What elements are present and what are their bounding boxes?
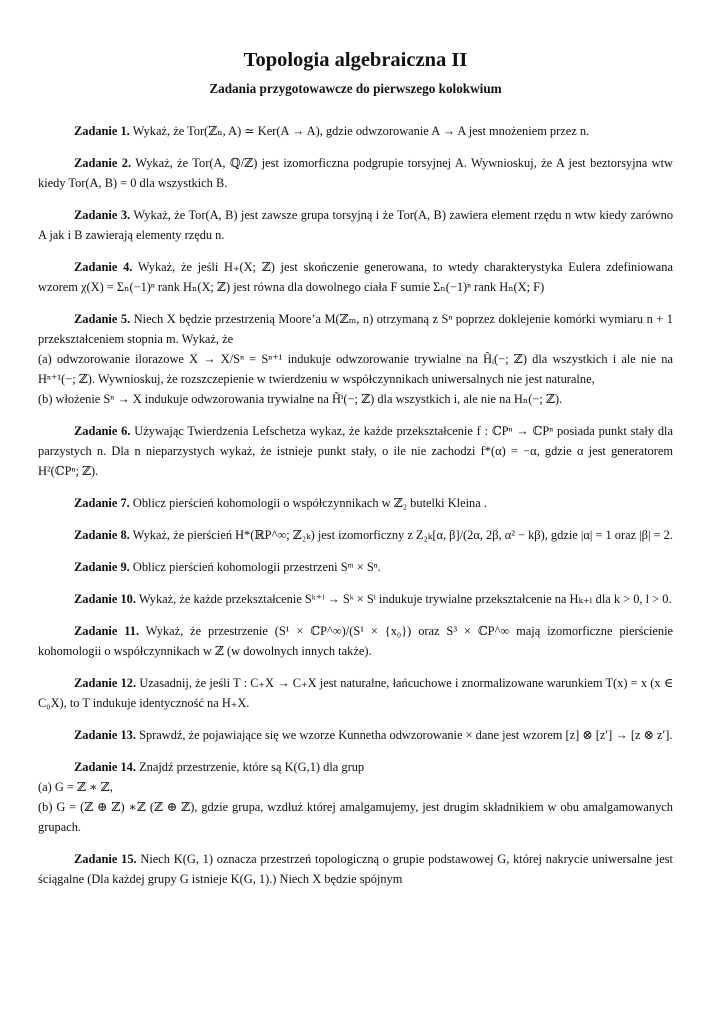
problem-label: Zadanie 8.	[74, 528, 130, 542]
problem-label: Zadanie 13.	[74, 728, 136, 742]
problem-label: Zadanie 1.	[74, 124, 130, 138]
problem-label: Zadanie 6.	[74, 424, 131, 438]
problem-4	[38, 257, 673, 297]
problem-text: Wykaż, że przestrzenie (S¹ × ℂP^∞)/(S¹ × {x₀}) oraz S³ × ℂP^∞ mają izomorficzne pierścienie kohomologii o współczynnikach w ℤ (w dowolnych innych także).	[38, 624, 674, 658]
problem-label: Zadanie 15.	[74, 852, 137, 866]
problem-text: Używając Twierdzenia Lefschetza wykaz, że każde przekształcenie f : ℂPⁿ → ℂPⁿ posiada punkt stały dla parzystych n. Dla n nieparzystych wykaż, że istnieje punkt stały, o ile nie zachodzi f*(α) = −α, gdzie α jest generatorem H²(ℂPⁿ; ℤ).	[38, 424, 673, 478]
problem-15	[38, 849, 673, 889]
problem-label: Zadanie 14.	[74, 760, 136, 774]
problem-12	[38, 673, 673, 713]
problem-5	[38, 309, 673, 409]
problem-text: Uzasadnij, że jeśli T : C₊X → C₊X jest naturalne, łańcuchowe i znormalizowane warunkiem T(x) = x (x ∈ C₀X), to T indukuje identyczność na H₊X.	[38, 676, 673, 710]
document-page	[38, 0, 673, 901]
problem-text: Wykaż, że każde przekształcenie Sᵏ⁺ˡ → Sᵏ × Sˡ indukuje trywialne przekształcenie na Hₖ₊ₗ dla k > 0, l > 0.	[138, 592, 672, 606]
problem-text: Wykaż, że Tor(A, ℚ/ℤ) jest izomorficzna podgrupie torsyjnej A. Wywnioskuj, że A jest beztorsyjna wtw kiedy Tor(A, B) = 0 dla wszystkich B.	[38, 156, 674, 190]
problem-text: Wykaż, że jeśli H₊(X; ℤ) jest skończenie generowana, to wtedy charakterystyka Eulera zdefiniowana wzorem χ(X) = Σₙ(−1)ⁿ rank Hₙ(X; ℤ) jest równa dla dowolnego ciała F sumie Σₙ(−1)ⁿ rank Hₙ(X; F)	[38, 260, 674, 294]
problem-text: Wykaż, że pierścień H*(ℝP^∞; ℤ₂ₖ) jest izomorficzny z Z₂ₖ[α, β]/(2α, 2β, α² − kβ), gdzie |α| = 1 oraz |β| = 2.	[132, 528, 673, 542]
problem-label: Zadanie 11.	[74, 624, 140, 638]
problem-14	[38, 757, 673, 837]
problem-2	[38, 153, 673, 193]
problem-text: Oblicz pierścień kohomologii o współczynnikach w ℤ₂ butelki Kleina .	[132, 496, 487, 510]
problem-11	[38, 621, 673, 661]
problem-text: Znajdź przestrzenie, które są K(G,1) dla grup (a) G = ℤ ∗ ℤ, (b) G = (ℤ ⊕ ℤ) ∗ℤ (ℤ ⊕ ℤ), gdzie grupa, wzdłuż której amalgamujemy, jest drugim składnikiem w obu amalgamowanych grupach.	[38, 760, 673, 834]
problem-8	[38, 525, 673, 545]
problem-text: Wykaż, że Tor(A, B) jest zawsze grupa torsyjną i że Tor(A, B) zawiera element rzędu n wtw kiedy zarówno A jak i B zawierają elementy rzędu n.	[38, 208, 674, 242]
problem-label: Zadanie 5.	[74, 312, 131, 326]
problem-label: Zadanie 3.	[74, 208, 131, 222]
problem-6	[38, 421, 673, 481]
problem-7	[38, 493, 673, 513]
problem-list	[38, 121, 673, 889]
problem-label: Zadanie 10.	[74, 592, 136, 606]
problem-text: Niech X będzie przestrzenią Moore’a M(ℤₘ, n) otrzymaną z Sⁿ poprzez doklejenie komórki wymiaru n + 1 przekształceniem stopnia m. Wykaż, że (a) odwzorowanie ilorazowe X → X/Sⁿ = Sⁿ⁺¹ indukuje odwzorowanie trywialne na H̃ᵢ(−; ℤ) dla wszystkich i ale nie na Hⁿ⁺¹(−; ℤ). Wywnioskuj, że rozszczepienie w twierdzeniu w współczynnikach uniwersalnych nie jest naturalne, (b) włożenie Sⁿ → X indukuje odwzorowania trywialne na H̃ⁱ(−; ℤ) dla wszystkich i, ale nie na Hₙ(−; ℤ).	[38, 312, 673, 406]
problem-9	[38, 557, 673, 577]
problem-label: Zadanie 2.	[74, 156, 132, 170]
document-title: Topologia algebraiczna II	[243, 49, 468, 71]
problem-text: Sprawdź, że pojawiające się we wzorze Kunnetha odwzorowanie × dane jest wzorem [z] ⊗ [z′] → [z ⊗ z′].	[139, 728, 673, 742]
document-subtitle: Zadania przygotowawcze do pierwszego kolokwium	[209, 81, 502, 96]
problem-label: Zadanie 12.	[74, 676, 137, 690]
problem-text: Wykaż, że Tor(ℤₙ, A) ≃ Ker(A → A), gdzie odwzorowanie A → A jest mnożeniem przez n.	[132, 124, 590, 138]
problem-label: Zadanie 7.	[74, 496, 130, 510]
problem-10	[38, 589, 673, 609]
problem-13	[38, 725, 673, 745]
problem-1	[38, 121, 673, 141]
problem-text: Niech K(G, 1) oznacza przestrzeń topologiczną o grupie podstawowej G, której nakrycie uniwersalne jest ściągalne (Dla każdej grupy G istnieje K(G, 1).) Niech X będzie spójnym	[38, 852, 673, 886]
problem-3	[38, 205, 673, 245]
problem-label: Zadanie 9.	[74, 560, 130, 574]
problem-label: Zadanie 4.	[74, 260, 133, 274]
problem-text: Oblicz pierścień kohomologii przestrzeni Sᵐ × Sⁿ.	[132, 560, 381, 574]
